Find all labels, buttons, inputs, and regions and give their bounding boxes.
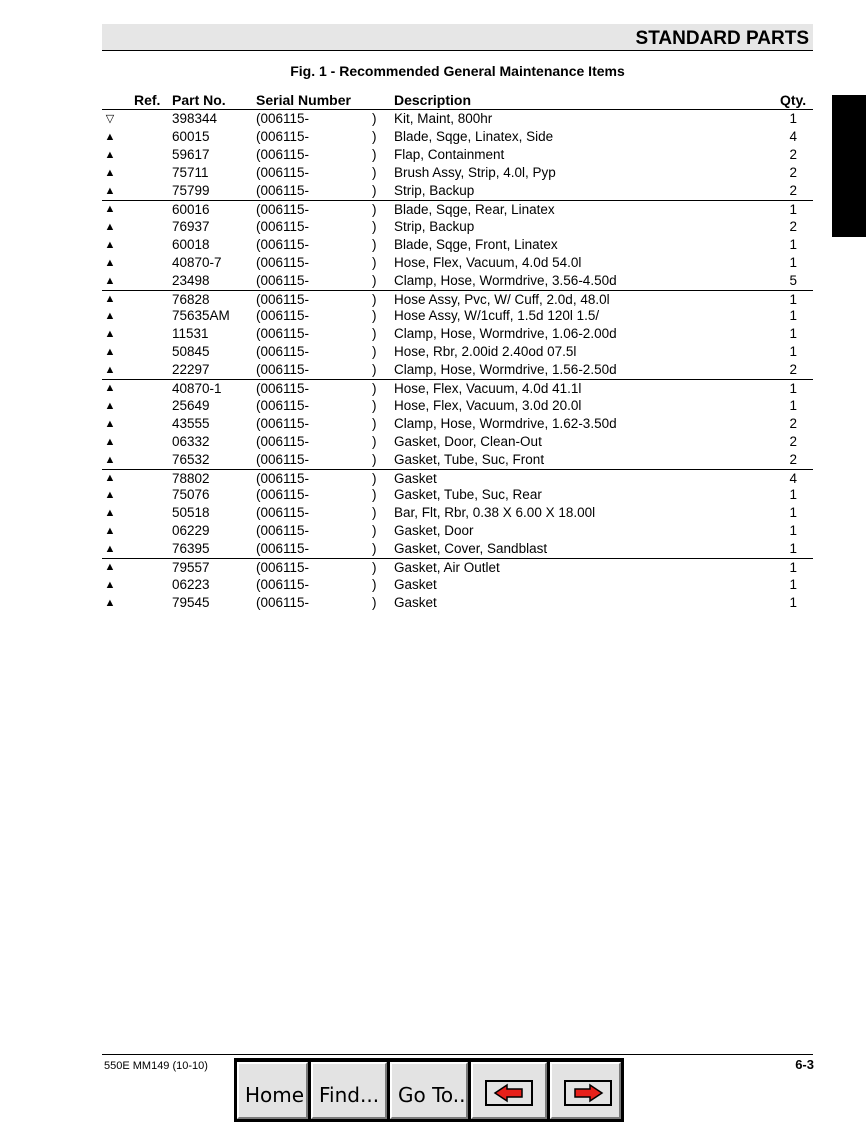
serial-number: (006115-	[256, 505, 310, 520]
description: Clamp, Hose, Wormdrive, 3.56-4.50d	[394, 272, 617, 288]
serial-number-close: )	[372, 165, 377, 180]
serial-number-close: )	[372, 308, 377, 323]
part-number: 75076	[172, 487, 210, 502]
col-head-ref: Ref.	[134, 92, 161, 108]
description: Bar, Flt, Rbr, 0.38 X 6.00 X 18.00l	[394, 505, 596, 520]
part-number: 11531	[172, 326, 209, 341]
quantity: 1	[789, 594, 797, 610]
ref-marker-icon: ▲	[104, 399, 116, 412]
find-button-label: Find...	[319, 1083, 380, 1107]
part-number: 79557	[172, 560, 210, 575]
table-row	[102, 469, 813, 487]
description: Gasket	[394, 470, 437, 486]
quantity: 1	[789, 254, 797, 270]
serial-number-close: )	[372, 236, 377, 252]
table-row	[102, 397, 813, 415]
ref-marker-icon: ▲	[104, 507, 116, 519]
serial-number-close: )	[372, 111, 377, 126]
serial-number-close: )	[372, 291, 377, 307]
goto-button-label: Go To..	[398, 1083, 466, 1107]
part-number: 06223	[172, 576, 210, 592]
serial-number-close: )	[372, 344, 377, 359]
quantity: 1	[789, 344, 797, 359]
find-button[interactable]	[311, 1062, 387, 1119]
quantity: 2	[789, 451, 797, 467]
ref-marker-icon: ▲	[104, 561, 116, 573]
table-row	[102, 451, 813, 469]
quantity: 1	[789, 397, 797, 413]
ref-marker-icon: ▲	[104, 382, 116, 394]
serial-number-close: )	[372, 576, 377, 592]
part-number: 40870-7	[172, 254, 222, 270]
description: Gasket	[394, 576, 437, 592]
table-row	[102, 433, 813, 451]
quantity: 1	[789, 308, 797, 323]
quantity: 1	[789, 202, 797, 217]
home-button[interactable]	[237, 1062, 308, 1119]
serial-number-close: )	[372, 523, 377, 538]
table-row	[102, 290, 813, 308]
serial-number-close: )	[372, 451, 377, 467]
serial-number: (006115-	[256, 272, 310, 288]
document-id: 550E MM149 (10-10)	[104, 1060, 208, 1072]
serial-number: (006115-	[256, 381, 310, 396]
part-number: 75799	[172, 183, 210, 198]
ref-marker-icon: ▲	[104, 167, 116, 179]
table-row	[102, 128, 813, 146]
description: Gasket, Tube, Suc, Front	[394, 451, 545, 467]
serial-number-close: )	[372, 147, 377, 162]
quantity: 1	[789, 487, 797, 502]
part-number: 23498	[172, 272, 210, 288]
part-number: 06229	[172, 523, 210, 538]
part-number: 60015	[172, 129, 210, 144]
quantity: 2	[789, 415, 797, 431]
table-row	[102, 576, 813, 594]
ref-marker-icon: ▲	[104, 238, 116, 251]
description: Hose Assy, Pvc, W/ Cuff, 2.0d, 48.0l	[394, 291, 610, 307]
description: Flap, Containment	[394, 147, 505, 162]
table-row	[102, 307, 813, 325]
description: Hose, Flex, Vacuum, 4.0d 54.0l	[394, 254, 582, 270]
quantity: 1	[789, 236, 797, 252]
quantity: 1	[789, 541, 797, 556]
ref-marker-icon: ▲	[104, 328, 116, 340]
part-number: 75711	[172, 165, 209, 180]
ref-marker-icon: ▲	[104, 220, 116, 233]
serial-number: (006115-	[256, 487, 310, 502]
table-row	[102, 218, 813, 236]
navigation-bar	[234, 1058, 624, 1122]
serial-number-close: )	[372, 129, 377, 144]
ref-marker-icon: ▲	[104, 346, 116, 358]
description: Gasket, Door	[394, 523, 474, 538]
description: Gasket	[394, 594, 437, 610]
table-row	[102, 182, 813, 200]
serial-number: (006115-	[256, 308, 310, 323]
serial-number-close: )	[372, 541, 377, 556]
serial-number: (006115-	[256, 560, 310, 575]
serial-number: (006115-	[256, 202, 310, 217]
description: Strip, Backup	[394, 218, 475, 234]
ref-marker-icon: ▲	[104, 578, 116, 591]
serial-number: (006115-	[256, 111, 310, 126]
ref-marker-icon: ▲	[104, 185, 116, 197]
ref-marker-icon: ▲	[104, 543, 116, 555]
col-head-qty: Qty.	[780, 92, 807, 108]
serial-number: (006115-	[256, 451, 310, 467]
description: Gasket, Cover, Sandblast	[394, 541, 548, 556]
quantity: 4	[789, 470, 797, 486]
ref-marker-icon: ▽	[105, 113, 115, 125]
serial-number-close: )	[372, 183, 377, 198]
table-row	[102, 361, 813, 379]
description: Hose, Rbr, 2.00id 2.40od 07.5l	[394, 344, 577, 359]
table-row	[102, 200, 813, 218]
serial-number: (006115-	[256, 254, 310, 270]
part-number: 76395	[172, 541, 210, 556]
quantity: 2	[789, 218, 797, 234]
quantity: 2	[789, 165, 797, 180]
part-number: 60016	[172, 202, 210, 217]
table-row	[102, 415, 813, 433]
goto-button[interactable]	[390, 1062, 468, 1119]
table-row	[102, 504, 813, 522]
part-number: 76532	[172, 451, 210, 467]
serial-number: (006115-	[256, 576, 310, 592]
table-row	[102, 164, 813, 182]
description: Hose, Flex, Vacuum, 3.0d 20.0l	[394, 397, 582, 413]
part-number: 43555	[172, 415, 210, 431]
home-button-label: Home	[245, 1083, 305, 1107]
quantity: 2	[789, 147, 797, 162]
serial-number-close: )	[372, 218, 377, 234]
ref-marker-icon: ▲	[104, 471, 116, 484]
serial-number: (006115-	[256, 397, 310, 413]
description: Clamp, Hose, Wormdrive, 1.06-2.00d	[394, 326, 617, 341]
quantity: 1	[789, 560, 797, 575]
quantity: 2	[789, 362, 797, 377]
serial-number-close: )	[372, 560, 377, 575]
ref-marker-icon: ▲	[104, 149, 116, 161]
serial-number: (006115-	[256, 541, 310, 556]
description: Gasket, Door, Clean-Out	[394, 433, 542, 449]
quantity: 5	[789, 272, 797, 288]
serial-number: (006115-	[256, 183, 310, 198]
serial-number-close: )	[372, 254, 377, 270]
ref-marker-icon: ▲	[104, 256, 116, 269]
page-title: STANDARD PARTS	[635, 28, 809, 49]
ref-marker-icon: ▲	[104, 310, 116, 322]
quantity: 1	[789, 505, 797, 520]
serial-number: (006115-	[256, 415, 310, 431]
page-number: 6-3	[795, 1057, 814, 1072]
serial-number: (006115-	[256, 326, 310, 341]
serial-number: (006115-	[256, 147, 310, 162]
part-number: 79545	[172, 594, 210, 610]
serial-number: (006115-	[256, 129, 310, 144]
table-row	[102, 343, 813, 361]
serial-number: (006115-	[256, 291, 310, 307]
section-tab-marker	[832, 95, 866, 237]
quantity: 1	[789, 291, 797, 307]
table-row	[102, 272, 813, 290]
ref-marker-icon: ▲	[104, 274, 116, 287]
table-row	[102, 540, 813, 558]
ref-marker-icon: ▲	[104, 435, 116, 448]
part-number: 76828	[172, 291, 210, 307]
serial-number-close: )	[372, 381, 377, 396]
quantity: 1	[789, 523, 797, 538]
description: Hose, Flex, Vacuum, 4.0d 41.1l	[394, 381, 582, 396]
description: Clamp, Hose, Wormdrive, 1.56-2.50d	[394, 362, 617, 377]
col-head-serial: Serial Number	[256, 92, 351, 108]
description: Gasket, Tube, Suc, Rear	[394, 487, 542, 502]
next-page-button[interactable]	[550, 1062, 621, 1119]
table-row	[102, 522, 813, 540]
quantity: 1	[789, 381, 797, 396]
ref-marker-icon: ▲	[104, 203, 116, 215]
quantity: 1	[789, 326, 797, 341]
serial-number-close: )	[372, 415, 377, 431]
ref-marker-icon: ▲	[104, 131, 116, 143]
col-head-part-no: Part No.	[172, 92, 226, 108]
serial-number-close: )	[372, 362, 377, 377]
quantity: 1	[789, 576, 797, 592]
part-number: 75635AM	[172, 308, 230, 323]
part-number: 22297	[172, 362, 210, 377]
ref-marker-icon: ▲	[104, 417, 116, 430]
quantity: 1	[789, 111, 797, 126]
serial-number: (006115-	[256, 523, 310, 538]
ref-marker-icon: ▲	[104, 453, 116, 466]
col-head-description: Description	[394, 92, 472, 108]
description: Strip, Backup	[394, 183, 475, 198]
part-number: 25649	[172, 397, 210, 413]
serial-number-close: )	[372, 505, 377, 520]
part-number: 78802	[172, 470, 210, 486]
serial-number-close: )	[372, 487, 377, 502]
serial-number-close: )	[372, 594, 377, 610]
serial-number-close: )	[372, 470, 377, 486]
description: Blade, Sqge, Front, Linatex	[394, 236, 558, 252]
right-arrow-icon	[566, 1082, 610, 1104]
serial-number-close: )	[372, 397, 377, 413]
serial-number: (006115-	[256, 433, 310, 449]
part-number: 398344	[172, 111, 218, 126]
table-row	[102, 558, 813, 576]
part-number: 06332	[172, 433, 210, 449]
footer-rule	[102, 1054, 813, 1055]
serial-number: (006115-	[256, 218, 310, 234]
table-row	[102, 146, 813, 164]
description: Kit, Maint, 800hr	[394, 111, 493, 126]
serial-number: (006115-	[256, 236, 310, 252]
part-number: 50518	[172, 505, 210, 520]
serial-number-close: )	[372, 326, 377, 341]
table-row	[102, 236, 813, 254]
serial-number-close: )	[372, 433, 377, 449]
description: Clamp, Hose, Wormdrive, 1.62-3.50d	[394, 415, 617, 431]
serial-number: (006115-	[256, 594, 310, 610]
part-number: 60018	[172, 236, 210, 252]
serial-number-close: )	[372, 272, 377, 288]
table-row	[102, 594, 813, 612]
quantity: 4	[789, 129, 797, 144]
ref-marker-icon: ▲	[104, 525, 116, 537]
serial-number: (006115-	[256, 344, 310, 359]
part-number: 76937	[172, 218, 210, 234]
description: Brush Assy, Strip, 4.0l, Pyp	[394, 165, 556, 180]
serial-number: (006115-	[256, 470, 310, 486]
figure-caption: Fig. 1 - Recommended General Maintenance Items	[290, 63, 625, 79]
header-band	[102, 24, 813, 51]
table-row	[102, 254, 813, 272]
part-number: 59617	[172, 147, 210, 162]
description: Blade, Sqge, Linatex, Side	[394, 129, 554, 144]
ref-marker-icon: ▲	[104, 364, 116, 376]
description: Blade, Sqge, Rear, Linatex	[394, 202, 555, 217]
table-row	[102, 110, 813, 128]
ref-marker-icon: ▲	[104, 489, 116, 501]
previous-page-button[interactable]	[471, 1062, 547, 1119]
serial-number: (006115-	[256, 362, 310, 377]
parts-table	[102, 110, 813, 612]
ref-marker-icon: ▲	[104, 596, 116, 609]
part-number: 40870-1	[172, 381, 222, 396]
quantity: 2	[789, 183, 797, 198]
part-number: 50845	[172, 344, 210, 359]
table-row	[102, 379, 813, 397]
quantity: 2	[789, 433, 797, 449]
table-row	[102, 325, 813, 343]
description: Gasket, Air Outlet	[394, 560, 500, 575]
table-row	[102, 486, 813, 504]
ref-marker-icon: ▲	[104, 292, 116, 305]
description: Hose Assy, W/1cuff, 1.5d 120l 1.5/	[394, 308, 600, 323]
serial-number: (006115-	[256, 165, 310, 180]
serial-number-close: )	[372, 202, 377, 217]
left-arrow-icon	[487, 1082, 531, 1104]
